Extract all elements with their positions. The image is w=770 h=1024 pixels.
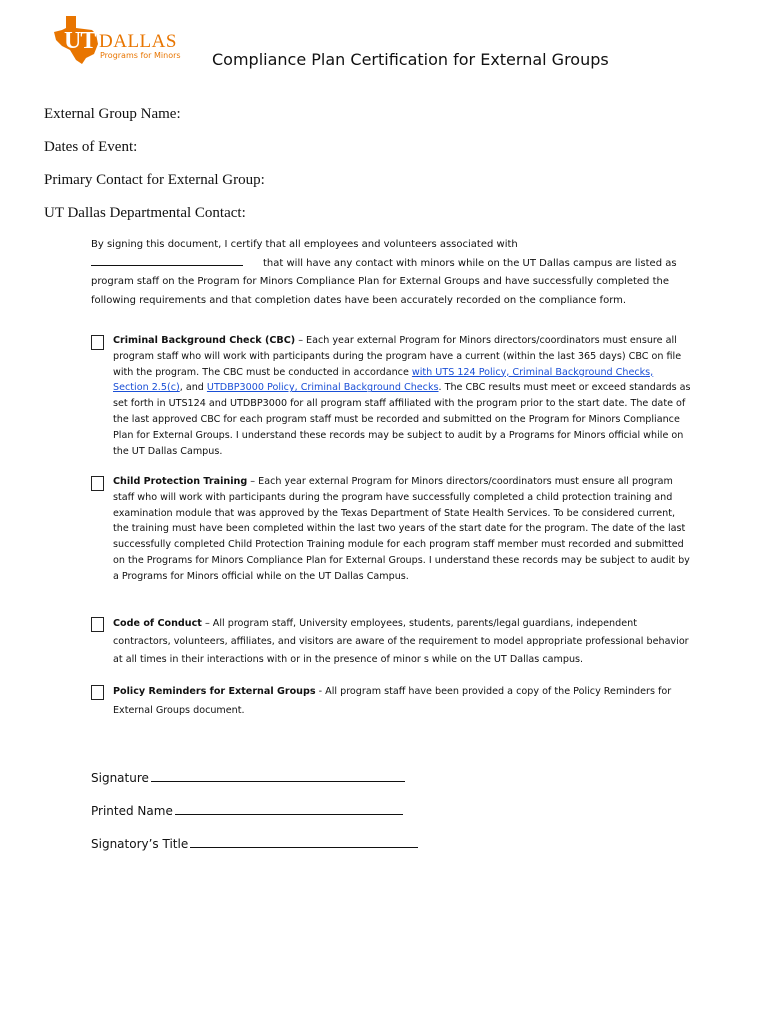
logo-subtitle: Programs for Minors bbox=[100, 51, 181, 60]
signatory-title-field[interactable] bbox=[190, 836, 418, 848]
cbc-text-1: – Each year external Program for Minors directors/coordinators must ensure all program staff who will work with participants during the program have a current (within the last 365 days) CBC on file with the program. The CBC must be conducted in accordance bbox=[113, 335, 682, 378]
signature-row bbox=[91, 770, 405, 785]
utdbp3000-policy-link[interactable]: UTDBP3000 Policy, Criminal Background Checks bbox=[206, 382, 439, 394]
printed-name-row bbox=[91, 803, 403, 818]
policy-reminders-checkbox[interactable] bbox=[91, 685, 104, 700]
code-of-conduct-text: – All program staff, University employees, students, parents/legal guardians, independent contractors, volunteers, affiliates, and visitors are aware of the requirement to model appropriate professional behavior at all times in their interactions with or in the presence of minor s while on the UT Dallas campus. bbox=[113, 618, 689, 665]
child-protection-label: Child Protection Training bbox=[113, 476, 248, 487]
logo-ut-text: UT bbox=[64, 28, 96, 54]
child-protection-checkbox[interactable] bbox=[91, 476, 104, 491]
document-title: Compliance Plan Certification for External Groups bbox=[212, 50, 609, 69]
statement-part-1: By signing this document, I certify that all employees and volunteers associated with bbox=[91, 239, 518, 250]
code-of-conduct-checkbox[interactable] bbox=[91, 617, 104, 632]
external-group-name-label: External Group Name: bbox=[44, 106, 181, 122]
code-of-conduct-label: Code of Conduct bbox=[113, 618, 202, 629]
signatory-title-row bbox=[91, 836, 418, 851]
primary-contact-label: Primary Contact for External Group: bbox=[44, 172, 265, 188]
requirement-policy-reminders bbox=[91, 683, 691, 720]
ut-dallas-logo bbox=[52, 14, 184, 66]
requirement-cbc bbox=[91, 333, 691, 459]
signature-label: Signature bbox=[91, 771, 149, 785]
departmental-contact-label: UT Dallas Departmental Contact: bbox=[44, 205, 246, 221]
logo-dallas-text: DALLAS bbox=[99, 31, 177, 52]
policy-reminders-label: Policy Reminders for External Groups bbox=[113, 686, 316, 697]
signature-field[interactable] bbox=[151, 770, 405, 782]
cbc-text-2: , and bbox=[179, 382, 207, 394]
printed-name-label: Printed Name bbox=[91, 804, 173, 818]
signatory-title-label: Signatory’s Title bbox=[91, 837, 189, 851]
requirement-code-of-conduct bbox=[91, 615, 691, 669]
policy-reminders-text: - All program staff have been provided a copy of the Policy Reminders for External Groups document. bbox=[113, 686, 672, 716]
cbc-checkbox[interactable] bbox=[91, 335, 104, 350]
cbc-text-3: . The CBC results must meet or exceed standards as set forth in UTS124 and UTDBP3000 for all program staff affiliated with the program prior to the start date. The date of the last approved CBC for each program staff must be recorded and submitted on the Program for Minors Compliance Plan for External Groups. I understand these records may be subject to audit by a Programs for Minors official while on the UT Dallas Campus. bbox=[113, 382, 691, 457]
certification-statement bbox=[91, 236, 691, 310]
cbc-label: Criminal Background Check (CBC) bbox=[113, 335, 296, 346]
statement-part-2: that will have any contact with minors while on the UT Dallas campus are listed as program staff on the Program for Minors Compliance Plan for External Groups and have successfully completed the following requirements and that completion dates have been accurately recorded on the compliance form. bbox=[91, 257, 677, 306]
requirement-child-protection bbox=[91, 474, 691, 585]
child-protection-text: – Each year external Program for Minors directors/coordinators must ensure all program staff who will work with participants during the program have successfully completed a child protection training and examination module that was approved by the Texas Department of State Health Services. To be considered current, the training must have been completed within the last two years of the start date for the program. The date of the last successfully completed Child Protection Training module for each program staff member must recorded and submitted on the Programs for Minors Compliance Plan for External Groups. I understand these records may be subject to audit by a Programs for Minors official while on the UT Dallas Campus. bbox=[113, 476, 690, 582]
dates-of-event-label: Dates of Event: bbox=[44, 139, 138, 155]
printed-name-field[interactable] bbox=[175, 803, 403, 815]
uts-124-policy-link[interactable]: with UTS 124 Policy, Criminal Background Checks, Section 2.5(c) bbox=[113, 366, 654, 394]
group-name-blank[interactable] bbox=[91, 255, 243, 266]
